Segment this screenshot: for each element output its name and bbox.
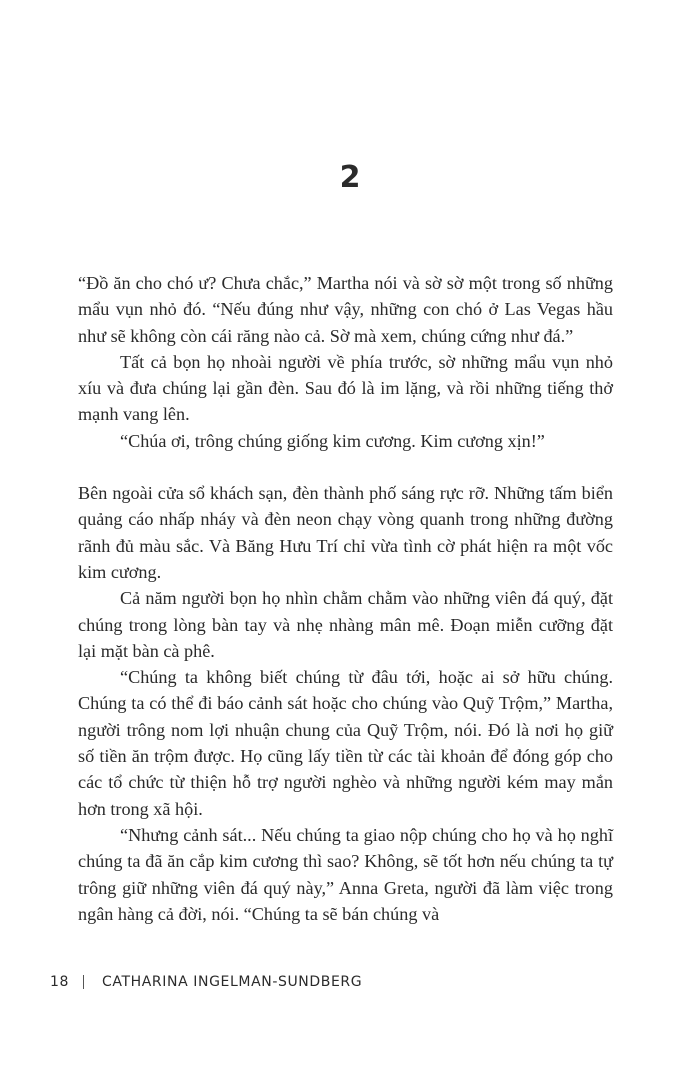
author-name: CATHARINA INGELMAN-SUNDBERG: [102, 974, 363, 990]
footer-divider: [83, 975, 84, 989]
page-footer: [50, 974, 362, 990]
paragraph: “Chúa ơi, trông chúng giống kim cương. Kim cương xịn!”: [120, 430, 545, 451]
body-text: [78, 270, 613, 927]
chapter-number: 2: [339, 160, 361, 195]
section-break: [78, 454, 613, 480]
paragraph: Tất cả bọn họ nhoài người về phía trước, sờ những mẩu vụn nhỏ xíu và đưa chúng lại gần đèn. Sau đó là im lặng, và rồi những tiếng thở mạnh vang lên.: [78, 351, 613, 425]
paragraph: Bên ngoài cửa sổ khách sạn, đèn thành phố sáng rực rỡ. Những tấm biển quảng cáo nhấp nháy và đèn neon chạy vòng quanh trong những đường rãnh đủ màu sắc. Và Băng Hưu Trí chỉ vừa tình cờ phát hiện ra một vốc kim cương.: [78, 483, 613, 582]
paragraph: “Nhưng cảnh sát... Nếu chúng ta giao nộp chúng cho họ và họ nghĩ chúng ta đã ăn cắp kim cương thì sao? Không, sẽ tốt hơn nếu chúng ta tự trông giữ những viên đá quý này,” Anna Greta, người đã làm việc trong ngân hàng cả đời, nói. “Chúng ta sẽ bán chúng và: [78, 824, 613, 924]
paragraph: “Chúng ta không biết chúng từ đâu tới, hoặc ai sở hữu chúng. Chúng ta có thể đi báo cảnh sát hoặc cho chúng vào Quỹ Trộm,” Martha, người trông nom lợi nhuận chung của Quỹ Trộm, nói. Đó là nơi họ giữ số tiền ăn trộm được. Họ cũng lấy tiền từ các tài khoản để đóng góp cho các tổ chức từ thiện hỗ trợ người nghèo và những người kém may mắn hơn trong xã hội.: [78, 667, 613, 819]
paragraph: “Đồ ăn cho chó ư? Chưa chắc,” Martha nói và sờ sờ một trong số những mẩu vụn nhỏ đó. “Nếu đúng như vậy, những con chó ở Las Vegas hầu như sẽ không còn cái răng nào cả. Sờ mà xem, chúng cứng như đá.”: [78, 273, 613, 346]
page-number: 18: [50, 974, 70, 990]
paragraph: Cả năm người bọn họ nhìn chằm chằm vào những viên đá quý, đặt chúng trong lòng bàn tay và nhẹ nhàng mân mê. Đoạn miễn cưỡng đặt lại mặt bàn cà phê.: [78, 588, 613, 661]
